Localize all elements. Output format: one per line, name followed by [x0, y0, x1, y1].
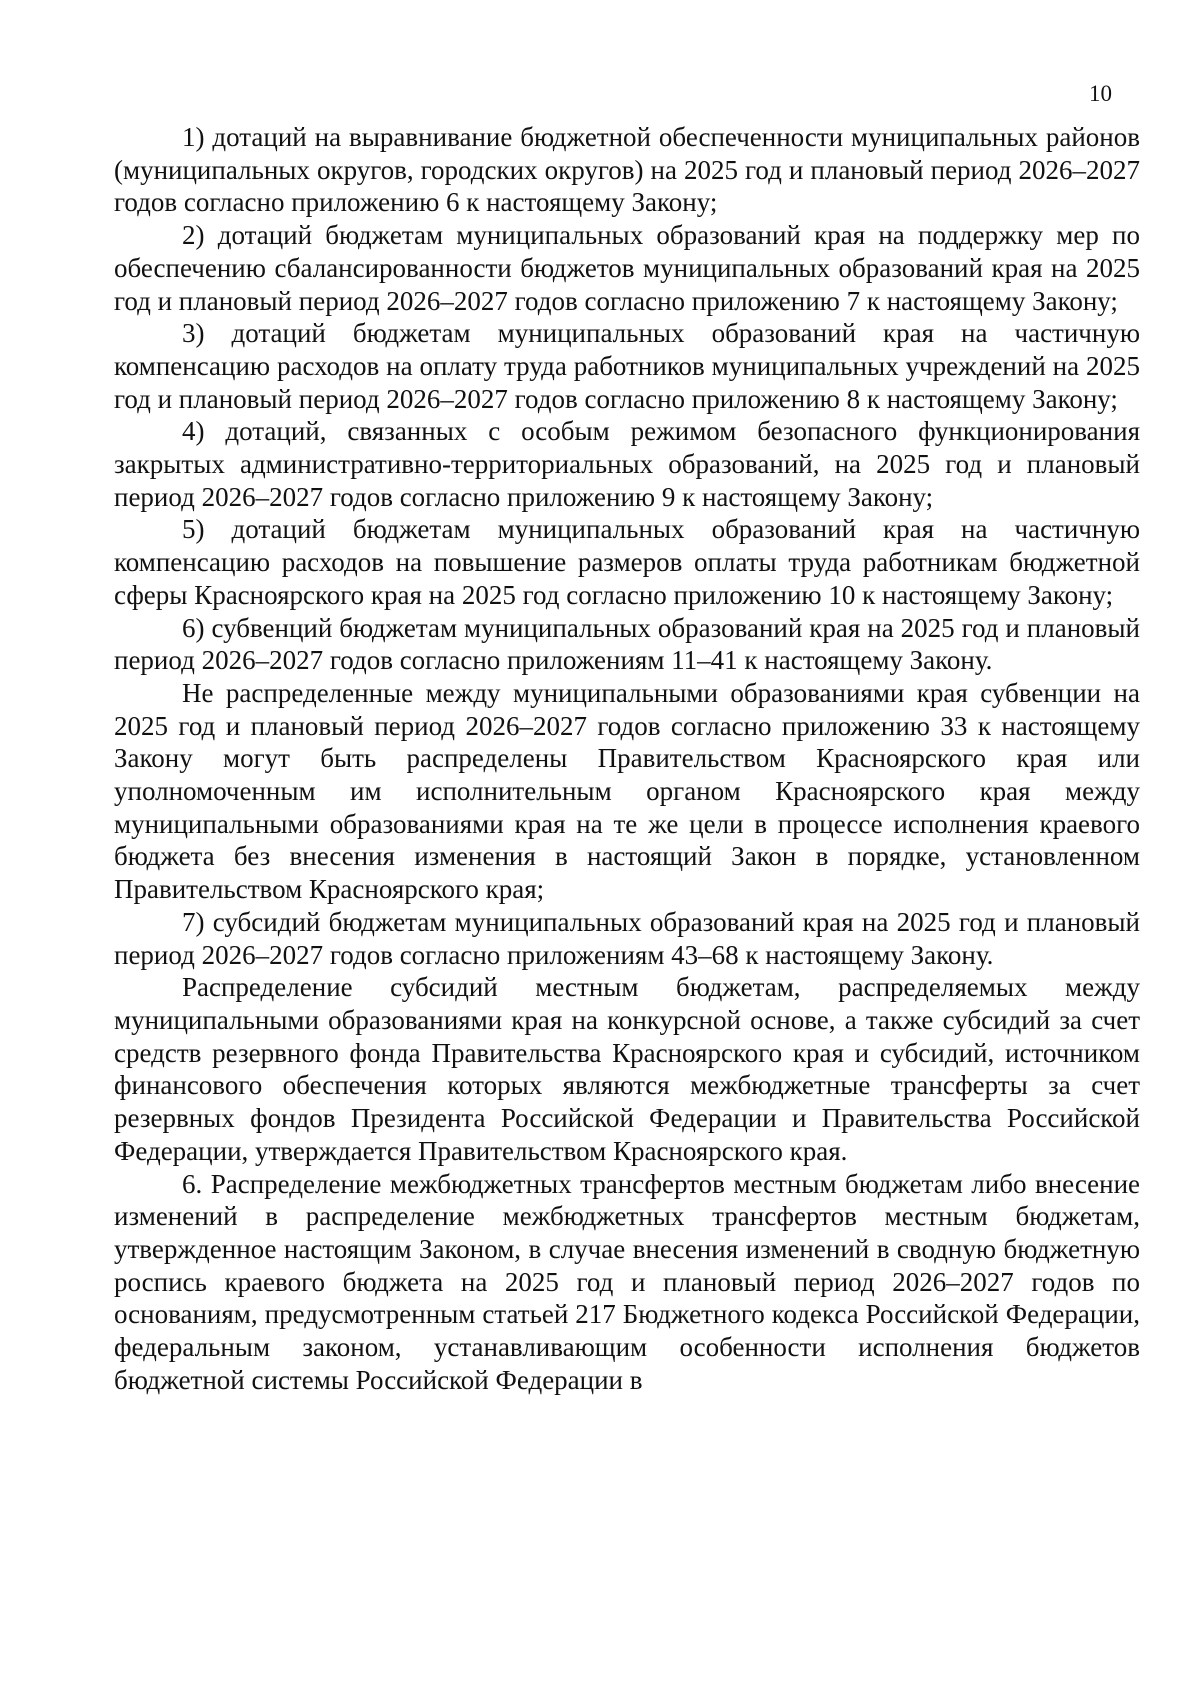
paragraph-item-1: 1) дотаций на выравнивание бюджетной обеспеченности муниципальных районов (муниципальных округов, городских округов) на 2025 год и плановый период 2026–2027 годов согласно приложению 6 к настоящему Закону;: [114, 122, 1140, 218]
page-number: 10: [1089, 81, 1112, 106]
paragraph-item-6: 6) субвенций бюджетам муниципальных образований края на 2025 год и плановый период 2026–2027 годов согласно приложениям 11–41 к настоящему Закону.: [114, 612, 1140, 676]
paragraph-section-6: 6. Распределение межбюджетных трансфертов местным бюджетам либо внесение изменений в распределение межбюджетных трансфертов местным бюджетам, утвержденное настоящим Законом, в случае внесения изменений в сводную бюджетную роспись краевого бюджета на 2025 год и плановый период 2026–2027 годов по основаниям, предусмотренным статьей 217 Бюджетного кодекса Российской Федерации, федеральным законом, устанавливающим особенности исполнения бюджетов бюджетной системы Российской Федерации в: [114, 1168, 1140, 1395]
paragraph-item-7: 7) субсидий бюджетам муниципальных образований края на 2025 год и плановый период 2026–2027 годов согласно приложениям 43–68 к настоящему Закону.: [114, 906, 1140, 970]
document-body: [114, 121, 1140, 1396]
paragraph-item-5: 5) дотаций бюджетам муниципальных образований края на частичную компенсацию расходов на повышение размеров оплаты труда работникам бюджетной сферы Красноярского края на 2025 год согласно приложению 10 к настоящему Закону;: [114, 514, 1140, 610]
paragraph-item-4: 4) дотаций, связанных с особым режимом безопасного функционирования закрытых административно-территориальных образований, на 2025 год и плановый период 2026–2027 годов согласно приложению 9 к настоящему Закону;: [114, 416, 1140, 512]
paragraph-item-3: 3) дотаций бюджетам муниципальных образований края на частичную компенсацию расходов на оплату труда работников муниципальных учреждений на 2025 год и плановый период 2026–2027 годов согласно приложению 8 к настоящему Закону;: [114, 318, 1140, 414]
paragraph-subsidy-distribution: Распределение субсидий местным бюджетам, распределяемых между муниципальными образованиями края на конкурсной основе, а также субсидий за счет средств резервного фонда Правительства Красноярского края и субсидий, источником финансового обеспечения которых являются межбюджетные трансферты за счет резервных фондов Президента Российской Федерации и Правительства Российской Федерации, утверждается Правительством Красноярского края.: [114, 972, 1140, 1166]
paragraph-undistributed-subventions: Не распределенные между муниципальными образованиями края субвенции на 2025 год и плановый период 2026–2027 годов согласно приложению 33 к настоящему Закону могут быть распределены Правительством Красноярского края или уполномоченным им исполнительным органом Красноярского края между муниципальными образованиями края на те же цели в процессе исполнения краевого бюджета без внесения изменения в настоящий Закон в порядке, установленном Правительством Красноярского края;: [114, 677, 1140, 905]
paragraph-item-2: 2) дотаций бюджетам муниципальных образований края на поддержку мер по обеспечению сбалансированности бюджетов муниципальных образований края на 2025 год и плановый период 2026–2027 годов согласно приложению 7 к настоящему Закону;: [114, 220, 1140, 316]
